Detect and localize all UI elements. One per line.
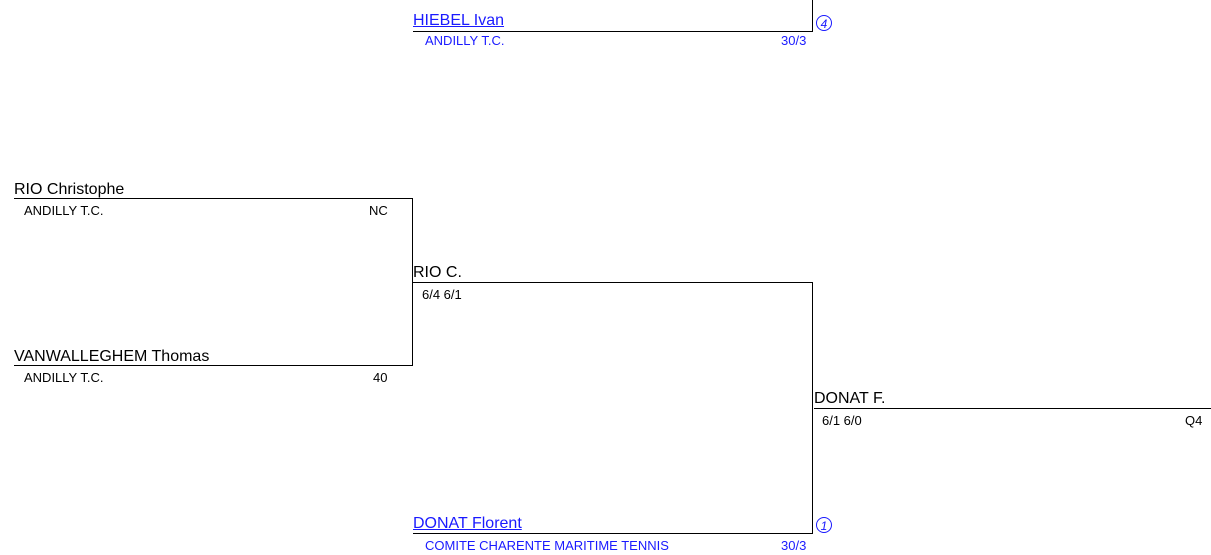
player-club: ANDILLY T.C. [24,370,104,385]
player-ranking: NC [369,203,388,218]
bracket-line [14,198,413,199]
match-score: 6/4 6/1 [422,287,462,302]
winner-name-rio: RIO C. [413,264,462,281]
winner-name-donat: DONAT F. [814,390,886,407]
player-name-donat[interactable]: DONAT Florent [413,515,522,532]
player-name-rio: RIO Christophe [14,181,125,198]
bracket-line [413,31,813,32]
bracket-connector [812,0,813,32]
player-ranking: 30/3 [781,33,807,48]
bracket-line [413,533,813,534]
player-name-hiebel[interactable]: HIEBEL Ivan [413,12,505,29]
player-ranking: 40 [373,370,388,385]
bracket-line [14,365,413,366]
bracket-connector [812,282,813,534]
player-ranking: 30/3 [781,538,807,553]
player-club: ANDILLY T.C. [425,33,505,48]
player-name-vanwalleghem: VANWALLEGHEM Thomas [14,348,210,365]
seed-badge: 1 [816,517,832,533]
bracket-line [413,282,813,283]
seed-badge: 4 [816,15,832,31]
player-club: ANDILLY T.C. [24,203,104,218]
bracket-line [814,408,1211,409]
qualifier-tag: Q4 [1185,413,1203,428]
match-score: 6/1 6/0 [822,413,862,428]
player-club: COMITE CHARENTE MARITIME TENNIS [425,538,669,553]
